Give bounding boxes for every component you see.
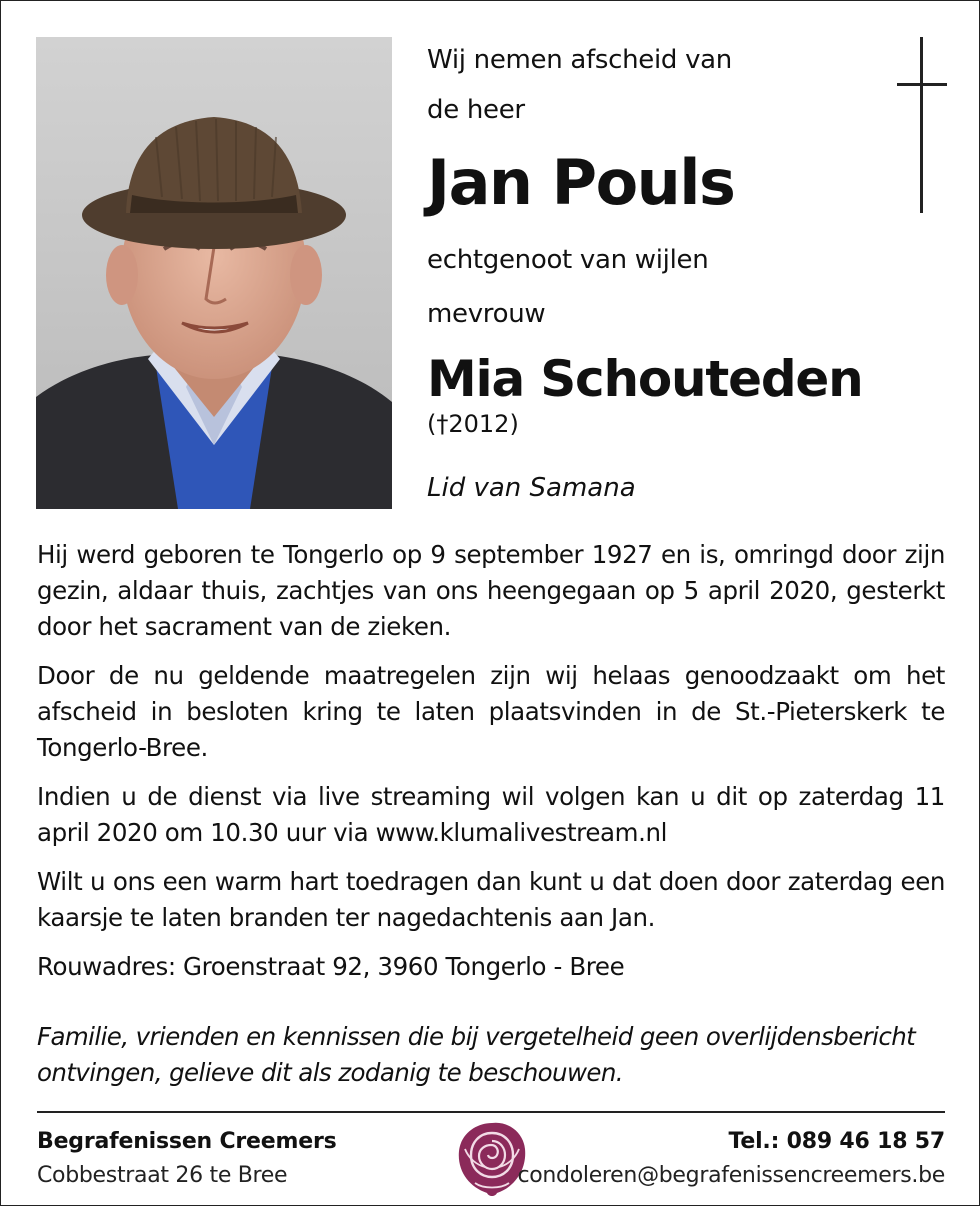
- obituary-body: [37, 537, 945, 985]
- paragraph-candle: Wilt u ons een warm hart toedragen dan kunt u dat doen door zaterdag een kaarsje te laten branden ter nagedachtenis aan Jan.: [37, 867, 945, 932]
- portrait-illustration: [36, 37, 392, 509]
- footer-left: [37, 1125, 337, 1193]
- deceased-name: Jan Pouls: [427, 146, 735, 219]
- portrait-photo: [36, 37, 392, 509]
- intro-line-4: mevrouw: [427, 299, 546, 329]
- paragraph-birth-death: Hij werd geboren te Tongerlo op 9 september 1927 en is, omringd door zijn gezin, aldaar thuis, zachtjes van ons heengegaan op 5 april 2020, gesterkt door het sacrament van de zieken.: [37, 540, 945, 641]
- footer-divider: [37, 1111, 945, 1113]
- mourning-address: Rouwadres: Groenstraat 92, 3960 Tongerlo - Bree: [37, 952, 625, 981]
- intro-line-3: echtgenoot van wijlen: [427, 245, 709, 275]
- condolence-email: condoleren@begrafenissencreemers.be: [517, 1163, 945, 1188]
- membership-note: Lid van Samana: [427, 473, 636, 503]
- spouse-name: Mia Schouteden: [427, 350, 863, 408]
- funeral-company-phone: Tel.: 089 46 18 57: [728, 1129, 945, 1154]
- paragraph-livestream: Indien u de dienst via live streaming wil volgen kan u dit op zaterdag 11 april 2020 om 10.30 uur via www.klumalivestream.nl: [37, 782, 945, 847]
- funeral-company-name: Begrafenissen Creemers: [37, 1129, 337, 1154]
- intro-line-2: de heer: [427, 95, 525, 125]
- cross-icon: [897, 37, 947, 213]
- paragraph-measures: Door de nu geldende maatregelen zijn wij helaas genoodzaakt om het afscheid in besloten kring te laten plaatsvinden in de St.-Pieterskerk te Tongerlo-Bree.: [37, 661, 945, 762]
- spouse-death-year: (†2012): [427, 410, 519, 438]
- closing-note: Familie, vrienden en kennissen die bij vergetelheid geen overlijdensbericht ontvingen, gelieve dit als zodanig te beschouwen.: [37, 1022, 916, 1087]
- footer-right: [517, 1125, 945, 1193]
- funeral-company-address: Cobbestraat 26 te Bree: [37, 1163, 288, 1188]
- intro-line-1: Wij nemen afscheid van: [427, 45, 732, 75]
